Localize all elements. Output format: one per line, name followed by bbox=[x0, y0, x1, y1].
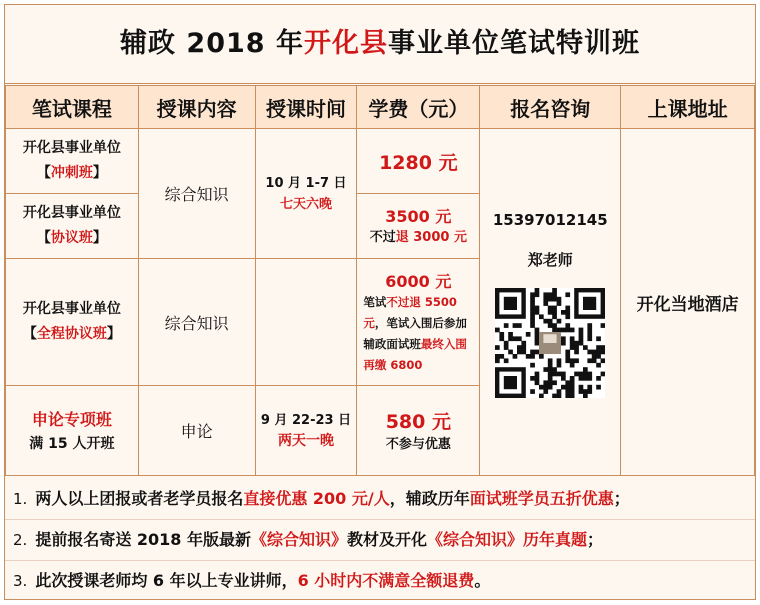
course-tag: 【冲刺班】 bbox=[36, 165, 107, 181]
course-tag: 【全程协议班】 bbox=[22, 326, 121, 342]
course-sprint bbox=[6, 129, 139, 194]
header-course: 笔试课程 bbox=[6, 86, 139, 129]
time-sep bbox=[255, 386, 357, 476]
note-2 bbox=[5, 520, 755, 561]
note-highlight: 面试班学员五折优惠 bbox=[469, 489, 614, 508]
time-duration: 七天六晚 bbox=[279, 196, 332, 212]
detail-d: 元 bbox=[363, 315, 375, 330]
time-oct bbox=[255, 129, 357, 259]
course-tag-text: 冲刺班 bbox=[50, 165, 93, 181]
content-general: 综合知识 bbox=[138, 129, 255, 259]
note-num: 1. bbox=[13, 490, 28, 508]
note-text: 教材及开化 bbox=[347, 530, 428, 549]
course-name: 开化县事业单位 bbox=[22, 205, 121, 221]
note-text: ； bbox=[613, 489, 630, 508]
fee-value: 1280 元 bbox=[379, 151, 458, 174]
detail-g: 6800 bbox=[386, 357, 423, 372]
header-contact: 报名咨询 bbox=[480, 86, 621, 129]
fee-value: 580 元 bbox=[385, 410, 451, 433]
header-address: 上课地址 bbox=[621, 86, 755, 129]
note-num: 2. bbox=[13, 531, 28, 549]
header-content: 授课内容 bbox=[138, 86, 255, 129]
time-dates: 10 月 1-7 日 bbox=[265, 175, 347, 191]
header-fee: 学费（元） bbox=[357, 86, 480, 129]
header-time: 授课时间 bbox=[255, 86, 357, 129]
course-essay bbox=[6, 386, 139, 476]
detail-c: 5500 bbox=[420, 294, 457, 309]
fee-refund-note bbox=[357, 227, 479, 248]
course-name: 申论专项班 bbox=[31, 410, 112, 429]
contact-cell bbox=[480, 129, 621, 476]
course-tag: 【协议班】 bbox=[36, 230, 107, 246]
note-text: ； bbox=[587, 530, 604, 549]
contact-name: 郑老师 bbox=[527, 251, 573, 269]
qr-code-icon bbox=[495, 288, 605, 398]
content-general: 综合知识 bbox=[138, 259, 255, 386]
note-highlight: 《综合知识》 bbox=[251, 530, 348, 549]
note-text: 两人以上团报或者老学员报名 bbox=[35, 489, 244, 508]
detail-f: 最终入围再缴 bbox=[363, 336, 467, 372]
note-text: 。 bbox=[474, 571, 491, 590]
time-duration: 两天一晚 bbox=[277, 432, 334, 449]
course-min: 满 15 人开班 bbox=[29, 436, 115, 452]
note-text: ，辅政历年 bbox=[389, 489, 470, 508]
course-agreement bbox=[6, 194, 139, 259]
contact-phone: 15397012145 bbox=[492, 211, 608, 229]
fee-full bbox=[357, 259, 480, 386]
title-prefix: 辅政 2018 年 bbox=[120, 28, 304, 59]
refund-red: 退 bbox=[395, 230, 409, 245]
detail-b: 不过退 bbox=[386, 294, 421, 309]
title-suffix: 事业单位笔试特训班 bbox=[387, 28, 640, 59]
note-highlight: 直接优惠 200 元/人 bbox=[243, 489, 390, 508]
note-text: 此次授课老师均 6 年以上专业讲师， bbox=[35, 571, 298, 590]
note-highlight: 6 小时内不满意全额退费 bbox=[297, 571, 475, 590]
notes-list bbox=[5, 479, 755, 601]
table-row bbox=[6, 129, 755, 194]
title-county: 开化县 bbox=[303, 28, 388, 59]
note-3 bbox=[5, 561, 755, 601]
course-tag-text: 协议班 bbox=[50, 230, 93, 246]
note-1 bbox=[5, 479, 755, 520]
fee-essay bbox=[357, 386, 480, 476]
course-full bbox=[6, 259, 139, 386]
fee-full-detail bbox=[357, 292, 479, 376]
detail-a: 笔试 bbox=[363, 294, 387, 309]
fee-value: 6000 元 bbox=[385, 271, 452, 291]
note-num: 3. bbox=[13, 572, 28, 590]
note-text: 提前报名寄送 2018 年版最新 bbox=[35, 530, 251, 549]
fee-value: 3500 元 bbox=[385, 207, 452, 226]
content-essay: 申论 bbox=[138, 386, 255, 476]
course-table bbox=[5, 85, 755, 476]
refund-post: 3000 元 bbox=[408, 230, 467, 245]
refund-pre: 不过 bbox=[369, 230, 396, 245]
course-name: 开化县事业单位 bbox=[22, 301, 121, 317]
course-tag-text: 全程协议班 bbox=[36, 326, 107, 342]
note-highlight: 《综合知识》历年真题 bbox=[427, 530, 588, 549]
header-row bbox=[6, 86, 755, 129]
time-cell-empty bbox=[255, 259, 357, 386]
page-title bbox=[5, 5, 755, 84]
fee-note: 不参与优惠 bbox=[385, 436, 451, 452]
fee-agreement bbox=[357, 194, 480, 259]
flyer-frame bbox=[4, 4, 756, 600]
detail-e: ，笔试入围后参加辅政面试班 bbox=[363, 315, 467, 351]
time-dates: 9 月 22-23 日 bbox=[260, 412, 352, 428]
course-name: 开化县事业单位 bbox=[22, 140, 121, 156]
fee-sprint bbox=[357, 129, 480, 194]
address-cell: 开化当地酒店 bbox=[621, 129, 755, 476]
